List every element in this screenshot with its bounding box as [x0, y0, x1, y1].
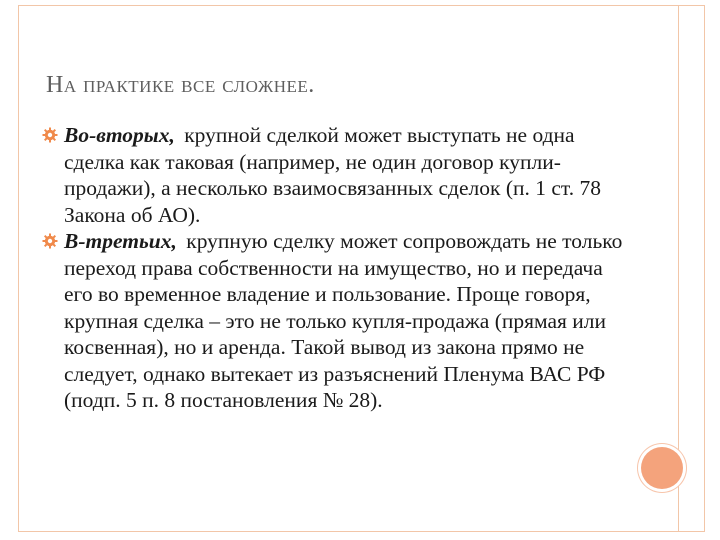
bullet-text: крупную сделку может сопровождать не только переход права собственности на имущество, но и передача его во временное владение и пользование. Проще говоря, крупная сделка – это не только купля-продажа (прямая или косвенная), но и аренда. Такой вывод из закона прямо не следует, однако вытекает из разъяснений Пленума ВАС РФ (подп. 5 п. 8 постановления № 28).: [64, 229, 623, 412]
bullet-text: крупной сделкой может выступать не одна сделка как таковая (например, не один договор купли-продажи), а несколько взаимосвязанных сделок (п. 1 ст. 78 Закона об АО).: [64, 123, 601, 227]
bullet-item-1: [64, 122, 634, 228]
slide-content: [64, 122, 634, 414]
decorative-circle: [641, 447, 683, 489]
frame-top-rule: [18, 5, 705, 6]
gear-icon: [42, 127, 58, 143]
frame-vertical-rule: [678, 5, 679, 532]
gear-icon: [42, 233, 58, 249]
bullet-lead: В-третьих,: [64, 229, 177, 253]
bullet-lead: Во-вторых,: [64, 123, 175, 147]
slide-title: На практике все сложнее.: [46, 72, 315, 98]
bullet-item-2: [64, 228, 634, 414]
